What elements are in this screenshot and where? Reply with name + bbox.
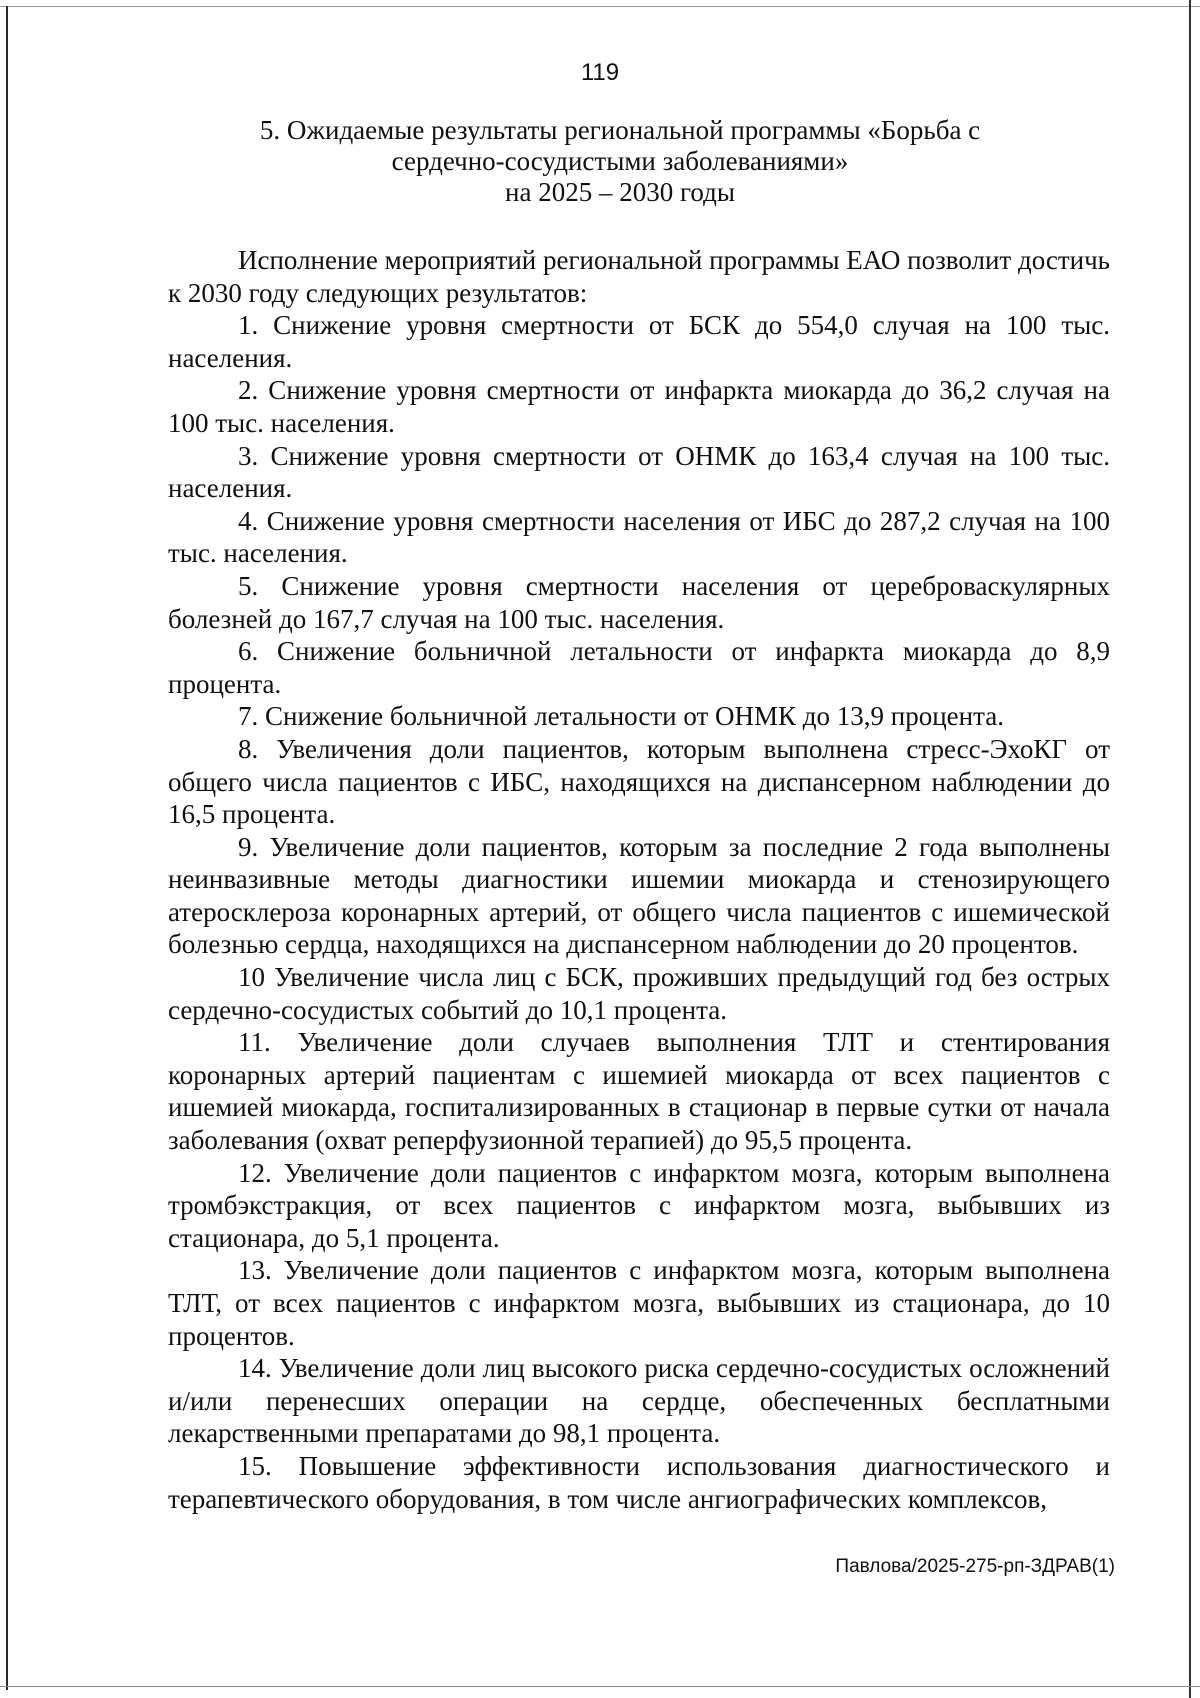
document-code-footer: Павлова/2025-275-рп-ЗДРАВ(1) — [835, 1556, 1115, 1577]
result-item-1: 1. Снижение уровня смертности от БСК до 554,0 случая на 100 тыс. населения. — [168, 310, 1110, 373]
section-heading-line-3: на 2025 – 2030 годы — [505, 177, 735, 207]
scan-border-bottom — [0, 1686, 1200, 1687]
result-item-13: 13. Увеличение доли пациентов с инфарктом мозга, которым выполнена ТЛТ, от всех пациентов с инфарктом мозга, выбывших из стационара, до 10 процентов. — [168, 1255, 1110, 1351]
document-body — [168, 244, 1110, 1515]
result-item-14: 14. Увеличение доли лиц высокого риска сердечно-сосудистых осложнений и/или перенесших операции на сердце, обеспеченных бесплатными лекарственными препаратами до 98,1 процента. — [168, 1353, 1110, 1449]
section-heading-line-1: 5. Ожидаемые результаты региональной программы «Борьба с — [259, 115, 981, 145]
result-item-8: 8. Увеличения доли пациентов, которым выполнена стресс-ЭхоКГ от общего числа пациентов с ИБС, находящихся на диспансерном наблюдении до 16,5 процента. — [168, 733, 1110, 830]
result-item-6: 6. Снижение больничной летальности от инфаркта миокарда до 8,9 процента. — [168, 636, 1110, 699]
result-item-3: 3. Снижение уровня смертности от ОНМК до 163,4 случая на 100 тыс. населения. — [168, 440, 1110, 504]
result-item-7: 7. Снижение больничной летальности от ОНМК до 13,9 процента. — [238, 701, 1004, 732]
scan-border-right — [1189, 0, 1191, 1698]
result-item-10: 10 Увеличение числа лиц с БСК, проживших предыдущий год без острых сердечно-сосудистых событий до 10,1 процента. — [168, 962, 1110, 1025]
result-item-15: 15. Повышение эффективности использования диагностического и терапевтического оборудования, в том числе ангиографических комплексов, — [168, 1450, 1110, 1514]
scan-border-top — [0, 0, 1200, 7]
intro-paragraph: Исполнение мероприятий региональной программы ЕАО позволит достичь к 2030 году следующих результатов: — [168, 245, 1110, 308]
scan-border-left — [6, 6, 8, 1690]
page-number: 119 — [580, 59, 620, 86]
result-item-5: 5. Снижение уровня смертности населения от цереброваскулярных болезней до 167,7 случая на 100 тыс. населения. — [168, 570, 1110, 634]
section-heading-line-2: сердечно-сосудистыми заболеваниями» — [391, 146, 849, 176]
result-item-4: 4. Снижение уровня смертности населения от ИБС до 287,2 случая на 100 тыс. населения. — [168, 505, 1110, 569]
result-item-2: 2. Снижение уровня смертности от инфаркта миокарда до 36,2 случая на 100 тыс. населения. — [168, 375, 1110, 438]
section-heading — [170, 115, 1070, 208]
result-item-12: 12. Увеличение доли пациентов с инфарктом мозга, которым выполнена тромбэкстракция, от всех пациентов с инфарктом мозга, выбывших из стационара, до 5,1 процента. — [168, 1157, 1110, 1253]
result-item-9: 9. Увеличение доли пациентов, которым за последние 2 года выполнены неинвазивные методы диагностики ишемии миокарда и стенозирующего атеросклероза коронарных артерий, от общего числа пациентов с ишемической болезнью сердца, находящихся на диспансерном наблюдении до 20 процентов. — [168, 831, 1110, 960]
result-item-11: 11. Увеличение доли случаев выполнения ТЛТ и стентирования коронарных артерий пациентам с ишемией миокарда от всех пациентов с ишемией миокарда, госпитализированных в стационар в первые сутки от начала заболевания (охват реперфузионной терапией) до 95,5 процента. — [168, 1027, 1110, 1156]
